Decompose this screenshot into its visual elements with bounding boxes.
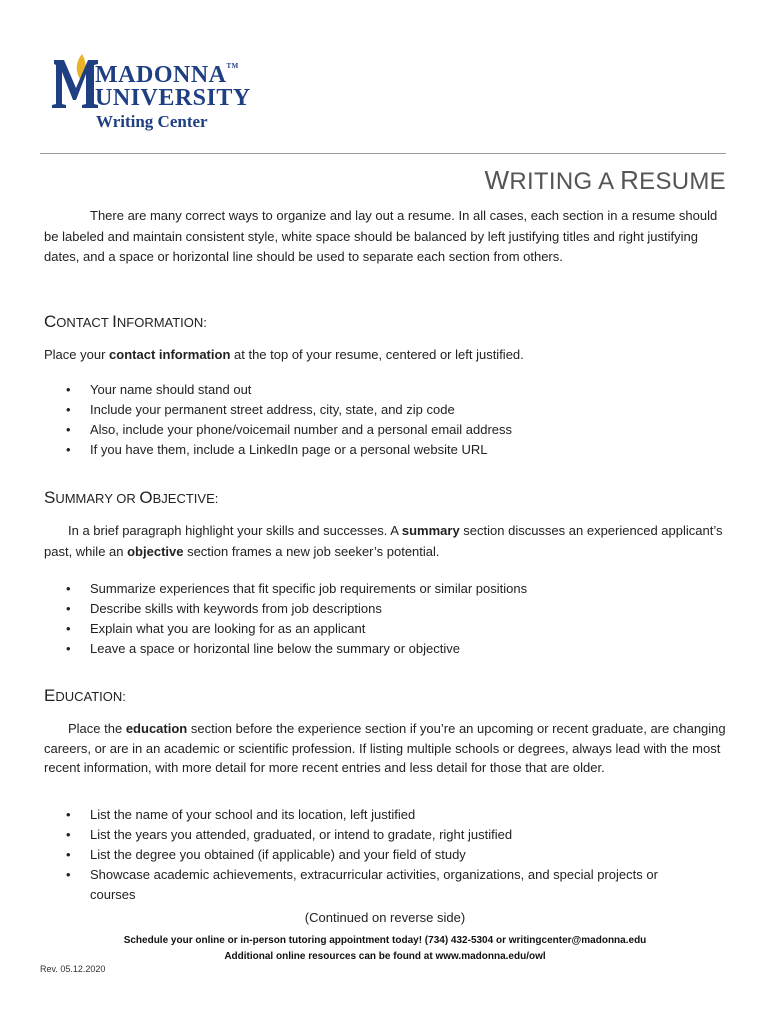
heading-contact-information: CONTACT INFORMATION: xyxy=(44,312,207,331)
list-item: • Leave a space or horizontal line below the summary or objective xyxy=(66,641,460,656)
list-item: • Showcase academic achievements, extracurricular activities, organizations, and special projects or courses xyxy=(66,867,658,902)
education-bullet-list xyxy=(44,805,724,905)
university-logo xyxy=(52,52,292,136)
education-paragraph: Place the education section before the experience section if you’re an upcoming or recent graduate, are changing careers, or are in an academic or scientific profession. If listing multiple schools or degrees, always lead with the most recent information, with more detail for more recent entries and less detail for those that are older. xyxy=(44,721,726,775)
list-item: • Explain what you are looking for as an applicant xyxy=(66,621,366,636)
footer-appointment-line: Schedule your online or in-person tutoring appointment today! (734) 432-5304 or writingcenter@madonna.edu xyxy=(123,935,647,946)
footer-resources-line: Additional online resources can be found at www.madonna.edu/owl xyxy=(224,951,546,962)
list-item: • Your name should stand out xyxy=(66,382,252,397)
summary-bullet-list xyxy=(44,579,724,659)
intro-paragraph: There are many correct ways to organize and lay out a resume. In all cases, each section in a resume should be labeled and maintain consistent style, white space should be balanced by left justifying titles and right justifying dates, and a space or horizontal line should be used to separate each section from others. xyxy=(44,208,718,264)
logo-line-madonna: MADONNA™ xyxy=(95,62,239,88)
list-item: • Include your permanent street address, city, state, and zip code xyxy=(66,402,455,417)
summary-paragraph: In a brief paragraph highlight your skills and successes. A summary section discusses an experienced applicant’s past, while an objective section frames a new job seeker’s potential. xyxy=(44,523,723,559)
madonna-m-flame-icon xyxy=(52,52,100,114)
list-item: • If you have them, include a LinkedIn page or a personal website URL xyxy=(66,442,488,457)
list-item: • List the name of your school and its location, left justified xyxy=(66,807,416,822)
continued-note: (Continued on reverse side) xyxy=(304,910,466,925)
list-item: • List the degree you obtained (if applicable) and your field of study xyxy=(66,847,466,862)
contact-paragraph: Place your contact information at the top of your resume, centered or left justified. xyxy=(44,347,524,362)
contact-bullet-list xyxy=(44,380,724,460)
header-divider xyxy=(40,153,726,154)
heading-summary-objective: SUMMARY OR OBJECTIVE: xyxy=(44,488,219,507)
logo-line-university: UNIVERSITY xyxy=(95,85,251,111)
revision-date: Rev. 05.12.2020 xyxy=(40,964,106,974)
page-title: WRITING A RESUME xyxy=(484,165,726,195)
list-item: • Also, include your phone/voicemail number and a personal email address xyxy=(66,422,513,437)
heading-education: EDUCATION: xyxy=(44,686,126,705)
logo-writing-center: Writing Center xyxy=(96,112,208,131)
list-item: • Describe skills with keywords from job descriptions xyxy=(66,601,382,616)
list-item: • List the years you attended, graduated, or intend to gradate, right justified xyxy=(66,827,513,842)
list-item: • Summarize experiences that fit specific job requirements or similar positions xyxy=(66,581,528,596)
